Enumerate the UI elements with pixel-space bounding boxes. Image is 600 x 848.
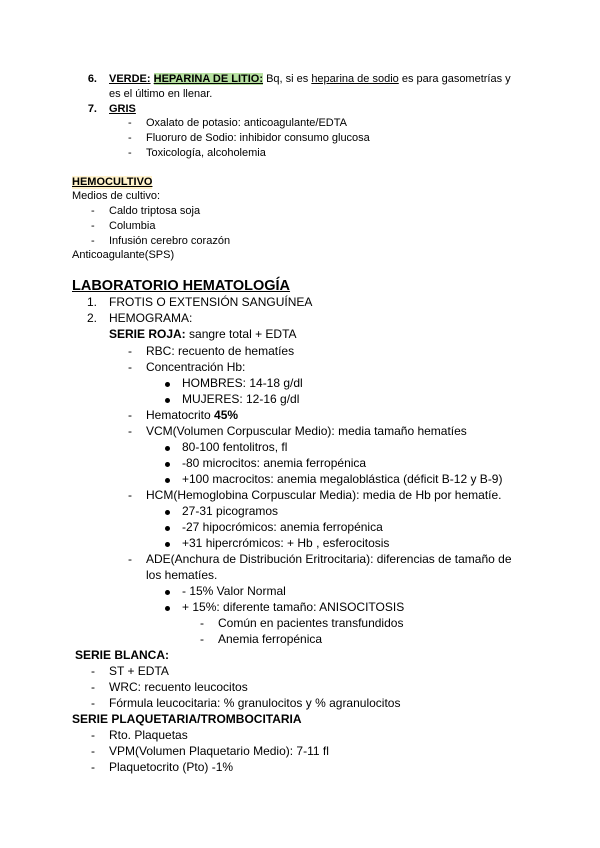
dash-marker: - [128, 408, 132, 422]
serie-plaquetaria-label: SERIE PLAQUETARIA/TROMBOCITARIA [72, 712, 302, 726]
list-item: Concentración Hb: [146, 360, 246, 374]
list-item: ST + EDTA [109, 664, 169, 678]
sub-item: -27 hipocrómicos: anemia ferropénica [182, 520, 383, 534]
list-number: 1. [86, 295, 97, 309]
list-item: Columbia [109, 220, 156, 232]
list-item: Fórmula leucocitaria: % granulocitos y % agranulocitos [109, 696, 401, 710]
bullet-dot [165, 446, 170, 451]
step-item: FROTIS O EXTENSIÓN SANGUÍNEA [109, 295, 313, 309]
serie-roja-label: SERIE ROJA: [109, 327, 186, 341]
dash-marker: - [200, 632, 204, 646]
bullet-dot [165, 462, 170, 467]
dash-marker: - [91, 205, 95, 217]
hematocrito-value: 45% [214, 408, 239, 422]
sub-item: MUJERES: 12-16 g/dl [182, 392, 300, 406]
serie-blanca-label: SERIE BLANCA: [75, 648, 170, 662]
section-title: LABORATORIO HEMATOLOGÍA [72, 278, 291, 294]
dash-marker: - [91, 728, 95, 742]
heparina-litio-highlight: HEPARINA DE LITIO: [153, 73, 264, 85]
bullet-dot [165, 590, 170, 595]
list-item: ADE(Anchura de Distribución Eritrocitaria): diferencias de tamaño de [146, 552, 512, 566]
list-item: RBC: recuento de hematíes [146, 344, 295, 358]
hemocultivo-intro: Medios de cultivo: [72, 190, 161, 202]
bullet-dot [165, 382, 170, 387]
bullet-dot [165, 606, 170, 611]
list-item-cont: los hematíes. [146, 568, 218, 582]
dash-marker: - [91, 760, 95, 774]
list-item: Caldo triptosa soja [109, 205, 201, 217]
heparina-sodio-text: heparina de sodio [311, 73, 399, 85]
dash-marker: - [128, 344, 132, 358]
sub-item: + 15%: diferente tamaño: ANISOCITOSIS [182, 600, 405, 614]
sub-item: 27-31 picogramos [182, 504, 279, 518]
dash-marker: - [91, 235, 95, 247]
list-item: WRC: recuento leucocitos [109, 680, 248, 694]
dash-marker: - [128, 132, 132, 144]
bullet-dot [165, 526, 170, 531]
bullet-dot [165, 398, 170, 403]
gris-label: GRIS [109, 103, 136, 115]
dash-marker: - [128, 360, 132, 374]
dash-marker: - [91, 680, 95, 694]
list-item: Rto. Plaquetas [109, 728, 188, 742]
verde-label: VERDE: [109, 73, 151, 85]
sub-sub-item: Común en pacientes transfundidos [218, 616, 404, 630]
dash-marker: - [91, 220, 95, 232]
hemocultivo-title: HEMOCULTIVO [72, 176, 153, 188]
list-item: Oxalato de potasio: anticoagulante/EDTA [146, 117, 347, 129]
dash-marker: - [128, 488, 132, 502]
sub-item: -80 microcitos: anemia ferropénica [182, 456, 367, 470]
dash-marker: - [128, 552, 132, 566]
dash-marker: - [91, 744, 95, 758]
list-item: Fluoruro de Sodio: inhibidor consumo glucosa [146, 132, 370, 144]
list-number: 2. [86, 311, 97, 325]
sub-item: +31 hipercrómicos: + Hb , esferocitosis [182, 536, 390, 550]
list-number: 7. [87, 103, 97, 115]
list-item: Infusión cerebro corazón [109, 235, 231, 247]
dash-marker: - [91, 696, 95, 710]
verde-text-c: es para gasometrías y [398, 73, 511, 85]
sub-item: - 15% Valor Normal [182, 584, 286, 598]
serie-roja-line [109, 328, 297, 342]
list-item: Plaquetocrito (Pto) -1% [109, 760, 234, 774]
list-number: 6. [87, 73, 97, 85]
serie-roja-text: sangre total + EDTA [185, 327, 297, 341]
list-item: HCM(Hemoglobina Corpuscular Media): media de Hb por hematíe. [146, 488, 502, 502]
sub-item: 80-100 fentolitros, fl [182, 440, 288, 454]
hemocultivo-footer: Anticoagulante(SPS) [72, 249, 175, 261]
verde-text-a: Bq, si es [263, 73, 312, 85]
list-item: VPM(Volumen Plaquetario Medio): 7-11 fl [109, 744, 329, 758]
bullet-dot [165, 510, 170, 515]
sub-item: HOMBRES: 14-18 g/dl [182, 376, 303, 390]
step-item: HEMOGRAMA: [109, 311, 193, 325]
hematocrito-text: Hematocrito [146, 408, 215, 422]
list-item: VCM(Volumen Corpuscular Medio): media tamaño hematíes [146, 424, 467, 438]
dash-marker: - [128, 424, 132, 438]
bullet-dot [165, 542, 170, 547]
list-item: Toxicología, alcoholemia [146, 147, 266, 159]
sub-item: +100 macrocitos: anemia megaloblástica (déficit B-12 y B-9) [182, 472, 503, 486]
hematocrito-line [146, 409, 238, 423]
dash-marker: - [200, 616, 204, 630]
bullet-dot [165, 478, 170, 483]
verde-line-2: es el último en llenar. [109, 88, 213, 100]
dash-marker: - [128, 147, 132, 159]
dash-marker: - [91, 664, 95, 678]
sub-sub-item: Anemia ferropénica [218, 632, 323, 646]
dash-marker: - [128, 117, 132, 129]
verde-line [109, 73, 511, 86]
